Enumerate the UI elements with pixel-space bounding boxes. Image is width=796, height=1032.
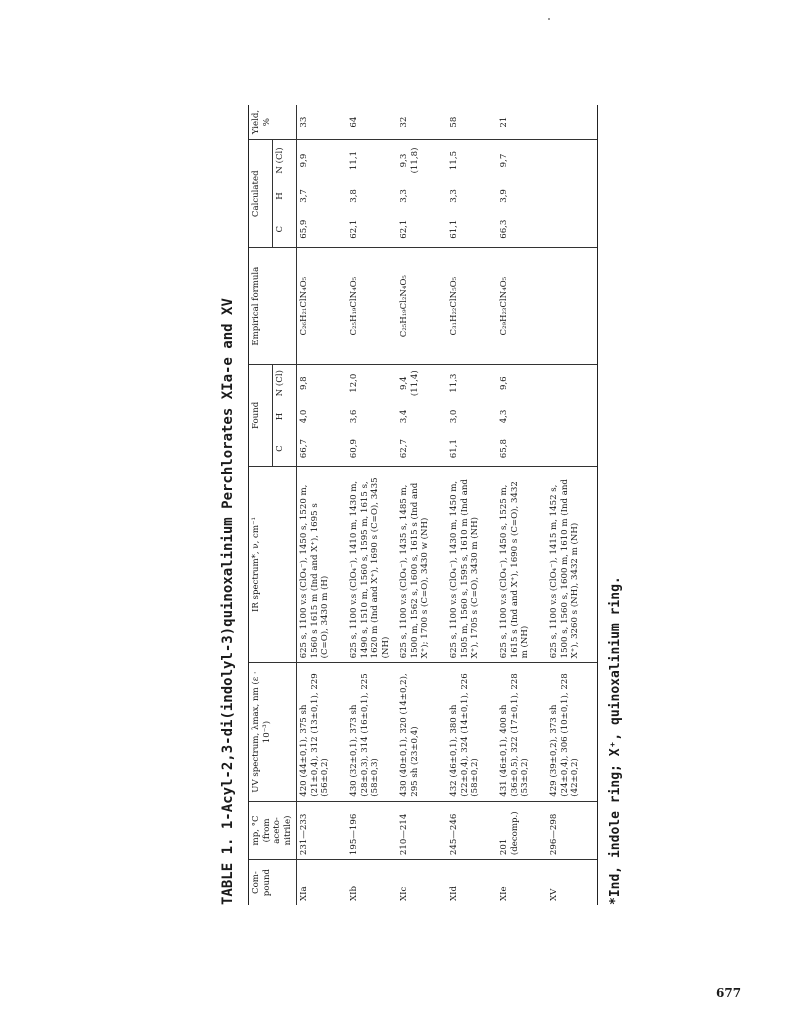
cell-ir: 625 s, 1100 v.s (ClO₄⁻), 1410 m, 1430 m, 1490 s, 1510 m, 1560 s, 1595 m, 1615 s, 1620 m (Ind and X⁺), 1690 s (C=O), 3435 (NH)	[347, 466, 397, 663]
cell-calc-c: 61,1	[447, 211, 497, 248]
cell-calc-h: 3,3	[398, 189, 409, 203]
cell-formula: C₂₉H₂₃ClN₄O₅	[497, 248, 547, 365]
cell-formula	[547, 248, 598, 365]
cell-mp: 210—214	[397, 801, 447, 859]
cell-found-n	[547, 365, 598, 402]
col-compound: Com-pound	[249, 860, 297, 905]
col-empirical: Empirical formula	[249, 248, 297, 365]
cell-compound: XIa	[298, 886, 309, 901]
table-row	[547, 105, 598, 905]
col-mp: mp, °C (from aceto-nitrile)	[249, 801, 297, 859]
data-table	[248, 105, 598, 905]
col-uv: UV spectrum, λmax, nm (ε · 10⁻³)	[249, 663, 297, 801]
cell-found-c: 66,7	[296, 432, 347, 467]
cell-calc-c	[547, 211, 598, 248]
cell-formula: C₂₅H₁₉Cl₂N₄O₅	[397, 248, 447, 365]
cell-found-c: 60,9	[347, 432, 397, 467]
cell-formula: C₃₁H₂₂ClN₅O₅	[447, 248, 497, 365]
cell-compound: XIe	[498, 886, 509, 901]
cell-found-c: 62,7	[397, 432, 447, 467]
table-row	[296, 105, 347, 905]
cell-ir: 625 s, 1100 v.s (ClO₄⁻), 1450 s, 1520 m, 1560 s 1615 m (Ind and X⁺), 1695 s (C=O), 3430 m (H)	[296, 466, 347, 663]
table-row	[347, 105, 397, 905]
cell-found-n: 9,4 (11,4)	[398, 370, 420, 397]
cell-found-h: 4,3	[498, 409, 509, 424]
page-number: 677	[716, 986, 742, 1000]
cell-calc-n: 9,7	[498, 153, 509, 168]
cell-ir: 625 s, 1100 v.s (ClO₄⁻), 1435 s, 1485 m, 1500 m, 1562 s, 1600 s, 1615 s (Ind and X⁺); 1700 s (C=O), 3430 w (NH)	[397, 466, 447, 663]
cell-uv: 430 (32±0,1), 373 sh (28±0,3), 314 (16±0,1), 225 (58±0,3)	[347, 663, 397, 801]
cell-calc-h: 3,3	[448, 189, 459, 203]
cell-yield: 32	[397, 105, 447, 140]
table-row	[447, 105, 497, 905]
cell-calc-c: 66,3	[497, 211, 547, 248]
cell-yield: 33	[296, 105, 347, 140]
col-found-n: N (Cl)	[272, 365, 296, 402]
cell-formula: C₂₅H₁₉ClN₄O₅	[347, 248, 397, 365]
cell-mp: 195—196	[347, 801, 397, 859]
cell-formula: C₂₆H₂₁ClN₄O₅	[296, 248, 347, 365]
cell-calc-h: 3,9	[498, 189, 509, 203]
scan-speck	[548, 18, 550, 20]
col-found-h: H	[272, 401, 296, 431]
cell-calc-h: 3,7	[298, 189, 309, 203]
cell-found-c: 65,8	[497, 432, 547, 467]
col-ir: IR spectrum*, ν, cm⁻¹	[249, 466, 297, 663]
cell-calc-h	[547, 181, 598, 211]
rotated-table-page	[212, 105, 662, 905]
table-row	[497, 105, 547, 905]
cell-ir: 625 s, 1100 v.s (ClO₄⁻), 1450 s, 1525 m, 1615 s (Ind and X⁺), 1690 s (C=O), 3432 m (NH)	[497, 466, 547, 663]
col-found: Found	[249, 365, 273, 467]
cell-yield	[547, 105, 598, 140]
cell-calc-h: 3,8	[348, 189, 359, 203]
table-title: TABLE 1. 1-Acyl-2,3-di(indolyl-3)quinoxalinium Perchlorates XIa-e and XV	[220, 298, 236, 905]
cell-found-n: 9,8	[298, 376, 309, 391]
cell-found-h: 3,0	[448, 409, 459, 424]
cell-yield: 64	[347, 105, 397, 140]
cell-yield: 21	[497, 105, 547, 140]
cell-compound: XV	[547, 860, 598, 905]
cell-compound: XIc	[398, 886, 409, 901]
cell-uv: 429 (39±0,2), 373 sh (24±0,4), 306 (10±0,1), 228 (42±0,2)	[547, 663, 598, 801]
cell-mp: 245—246	[447, 801, 497, 859]
cell-found-n: 12,0	[348, 373, 359, 393]
cell-uv: 432 (46±0,1), 380 sh (22±0,4), 324 (14±0,1), 226 (58±0,2)	[447, 663, 497, 801]
cell-found-h: 3,4	[398, 409, 409, 424]
col-yield: Yield, %	[249, 105, 297, 140]
cell-calc-n: 11,1	[348, 150, 359, 171]
cell-compound: XIb	[348, 885, 359, 901]
cell-uv: 431 (46±0,1), 400 sh (36±0,5), 322 (17±0,1), 228 (53±0,2)	[497, 663, 547, 801]
col-calc-h: H	[272, 181, 296, 211]
cell-calc-c: 62,1	[397, 211, 447, 248]
cell-found-n: 9,6	[498, 376, 509, 391]
cell-mp: 201 (decomp.)	[497, 801, 547, 859]
cell-ir: 625 s, 1100 v.s (ClO₄⁻), 1415 m, 1452 s, 1500 s, 1560 s, 1600 m, 1610 m (Ind and X⁺), 3260 s (NH), 3432 m (NH)	[547, 466, 598, 663]
cell-calc-c: 62,1	[347, 211, 397, 248]
cell-calc-n: 9,9	[298, 153, 309, 168]
cell-compound: XId	[448, 885, 459, 901]
col-calc-n: N (Cl)	[272, 140, 296, 181]
cell-calc-n: 9,3 (11,8)	[398, 147, 420, 174]
cell-found-h: 3,6	[348, 409, 359, 424]
cell-yield: 58	[447, 105, 497, 140]
cell-calc-c: 65,9	[296, 211, 347, 248]
cell-found-n: 11,3	[448, 373, 459, 393]
cell-mp: 296—298	[547, 801, 598, 859]
cell-found-c: 61,1	[447, 432, 497, 467]
cell-calc-n: 11,5	[448, 150, 459, 171]
col-calc-c: C	[272, 211, 296, 248]
cell-mp: 231—233	[296, 801, 347, 859]
cell-found-h	[547, 401, 598, 431]
col-calculated: Calculated	[249, 140, 273, 248]
cell-uv: 420 (44±0,1), 375 sh (21±0,4), 312 (13±0,1), 229 (56±0,2)	[296, 663, 347, 801]
cell-found-c	[547, 432, 598, 467]
table-row	[397, 105, 447, 905]
cell-ir: 625 s, 1100 v.s (ClO₄⁻), 1430 m, 1450 m, 1505 m, 1560 s, 1595 s, 1610 m (Ind and X⁺), 1705 s (C=O), 3430 m (NH)	[447, 466, 497, 663]
col-found-c: C	[272, 432, 296, 467]
cell-calc-n	[547, 140, 598, 181]
table-footnote: *Ind, indole ring; X⁺, quinoxalinium ring.	[608, 576, 623, 905]
cell-uv: 430 (40±0,1), 320 (14±0,2), 295 sh (23±0,4)	[397, 663, 447, 801]
cell-found-h: 4,0	[298, 409, 309, 424]
